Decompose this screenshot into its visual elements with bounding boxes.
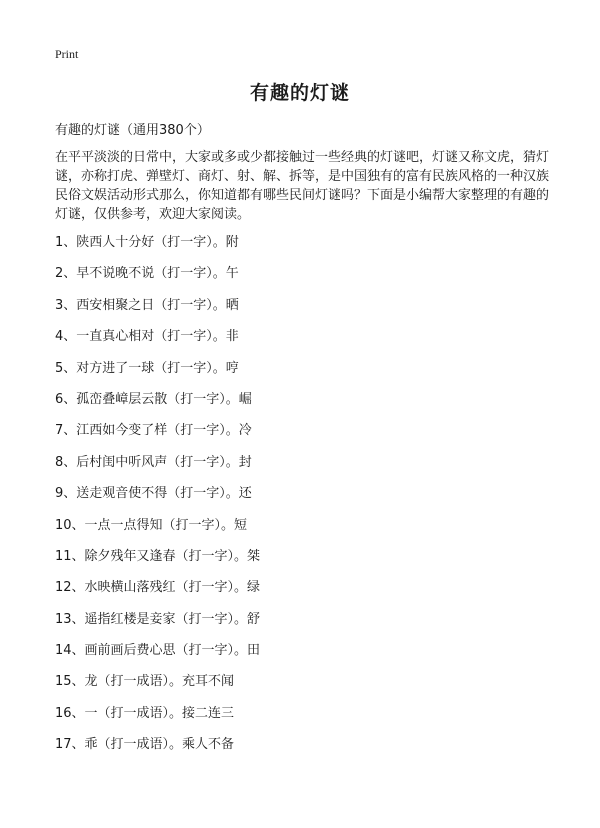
riddle-item: 7、江西如今变了样（打一字）。冷 <box>55 423 252 439</box>
riddle-item: 9、送走观音使不得（打一字）。还 <box>55 486 252 502</box>
riddle-item: 16、一（打一成语）。接二连三 <box>55 705 235 721</box>
riddle-item: 4、一直真心相对（打一字）。非 <box>55 329 239 345</box>
riddle-item: 6、孤峦叠嶂层云散（打一字）。崛 <box>55 391 252 407</box>
riddle-item: 3、西安相聚之日（打一字）。晒 <box>55 297 239 313</box>
riddle-item: 11、除夕残年又逢春（打一字）。桀 <box>55 548 261 564</box>
riddle-item: 1、陕西人十分好（打一字）。附 <box>55 235 239 250</box>
riddle-item: 12、水映横山落残红（打一字）。绿 <box>55 580 261 596</box>
riddle-item: 10、一点一点得知（打一字）。短 <box>55 517 248 533</box>
riddle-item: 17、乖（打一成语）。乘人不备 <box>55 737 235 753</box>
article-subtitle: 有趣的灯谜（通用380个） <box>55 123 210 138</box>
riddle-item: 8、后村闺中听风声（打一字）。封 <box>55 454 252 470</box>
riddle-list <box>55 233 260 767</box>
riddle-item: 14、画前画后费心思（打一字）。田 <box>55 643 261 659</box>
riddle-item: 5、对方进了一球（打一字）。哼 <box>55 360 239 376</box>
riddle-item: 15、龙（打一成语）。充耳不闻 <box>55 674 235 690</box>
riddle-item: 13、遥指红楼是妾家（打一字）。舒 <box>55 611 261 627</box>
riddle-item: 2、早不说晚不说（打一字）。午 <box>55 266 239 282</box>
print-link[interactable]: Print <box>55 47 79 61</box>
intro-paragraph: 在平平淡淡的日常中，大家或多或少都接触过一些经典的灯谜吧，灯谜又称文虎，猜灯谜，亦称打虎、弹壁灯、商灯、射、解、拆等，是中国独有的富有民族风格的一种汉族民俗文娱活动形式那么，你知道都有哪些民间灯谜吗？下面是小编帮大家整理的有趣的灯谜，仅供参考，欢迎大家阅读。 <box>55 150 550 222</box>
page-title: 有趣的灯谜 <box>249 82 350 104</box>
